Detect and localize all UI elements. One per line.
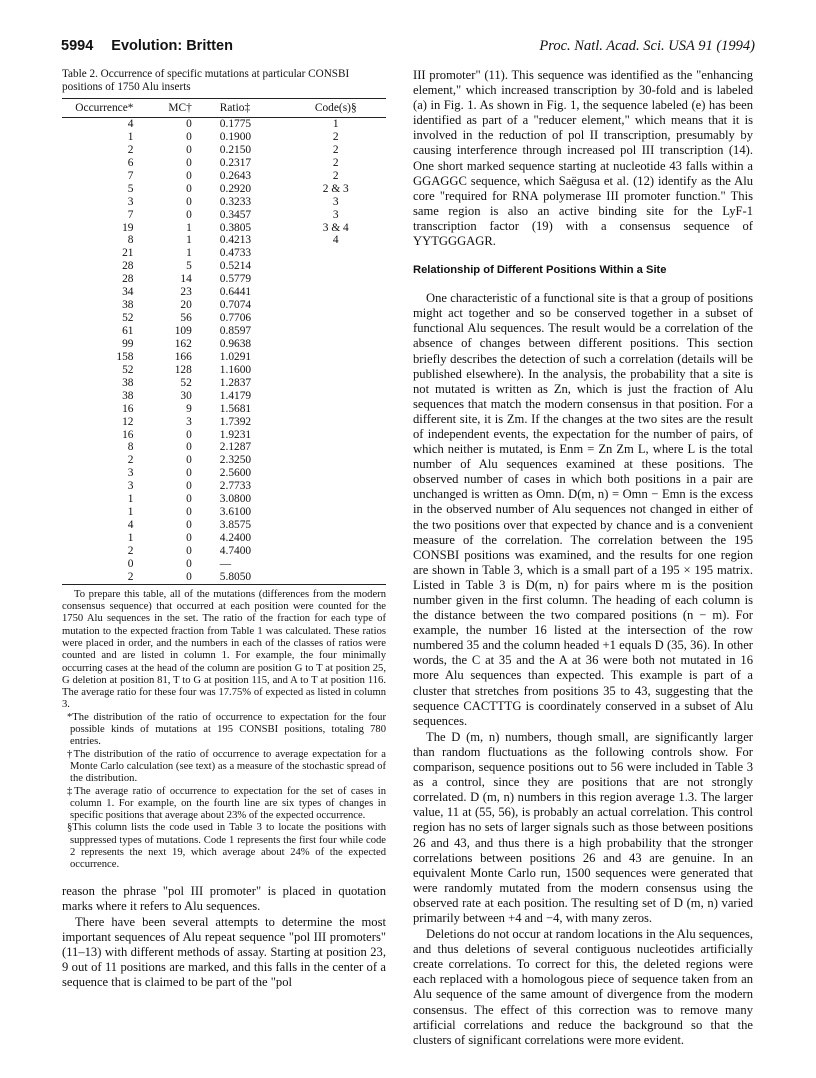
table-row [62,571,386,584]
ratio-cell: 0.2920 [219,182,252,195]
mc-cell: 166 [174,350,192,363]
col-header-ratio: Ratio‡ [208,99,286,118]
table-row [62,377,386,390]
table-row [62,222,386,235]
codes-cell [286,338,386,351]
codes-cell [286,364,386,377]
occurrence-cell: 7 [127,169,134,182]
header-left [61,38,233,54]
mc-cell: 0 [186,428,192,441]
codes-cell [286,286,386,299]
mc-cell: 30 [180,389,192,402]
ratio-cell: 0.5214 [219,260,252,273]
mc-cell: 0 [186,118,192,130]
occurrence-cell: 21 [122,247,134,260]
table-body [62,118,386,585]
ratio-cell: 0.1900 [219,130,252,143]
paragraph: One characteristic of a functional site is that a group of positions might act together and so be conserved together in a subset of functional Alu sequences. The result would be a correlation of the absence of changes between different positions. This section briefly describes the detection of such a correlation (details will be published elsewhere). In the analysis, the probability that a site is not mutated is written as Zn, which is just the fraction of Alu sequences that match the modern consensus in that position. For a different site, it is Zm. If the changes at the two sites are the result of independent events, the expectation for the number of pairs, of which neither is mutated, is Enm = Zn Zm L, where L is the total number of Alu sequences examined at these positions. The observed number of cases in which both positions in a pair are unchanged is written as Omn. D(m, n) = Omn − Emn is the excess in the observed number of Alu sequences not changed in either of the two positions over that expected by chance and is a convenient measure of the correlation. The correlation between the 195 CONSBI positions was examined, and the results for one region are shown in Table 3, which is a small part of a 195 × 195 matrix. Listed in Table 3 is D(m, n) for pairs where m is the position number given in the first column. The heading of each column is the distance between the two compared positions (n − m). For example, the number 16 listed at the intersection of the row numbered 35 and the column headed +1 equals D (35, 36). In other words, the C at 35 and the A at 36 were both not mutated in 16 more Alu sequences than expected. This example is part of a cluster that stretches from positions 35 to 43, suggesting that the sequence CACTTTG is coordinately conserved in a subset of Alu sequences. [413,291,753,728]
table-row [62,558,386,571]
footnote-occurrence: *The distribution of the ratio of occurrence to expectation for the four possible kinds of mutations at 195 CONSBI positions, totaling 780 entries. [67,711,386,748]
codes-cell: 2 & 3 [322,182,349,195]
journal-citation: Proc. Natl. Acad. Sci. USA 91 (1994) [539,38,755,54]
ratio-cell: 2.1287 [219,441,252,454]
paragraph: The D (m, n) numbers, though small, are significantly larger than random fluctuations as the following controls show. For comparison, sequence positions out to 56 were included in Table 3 as a control, since they are positions that are not strongly correlated. D (m, n) numbers in this region average 1.3. The larger value, 11 at (55, 56), is probably an actual correlation. This control region has no sets of larger signals such as those between positions 26 and 43, and thus there is a high probability that the stronger correlations between positions 26 and 43 are genuine. In an equivalent Monte Carlo run, 1500 sequences were generated that were randomly mutated from the modern consensus using the observed rate at each position. The resulting set of D (m, n) varied primarily between +4 and −4, with many zeros. [413,729,753,925]
table-row [62,312,386,325]
ratio-cell: 0.6441 [219,286,252,299]
codes-cell [286,429,386,442]
codes-cell [286,247,386,260]
occurrence-cell: 1 [127,532,134,544]
mc-cell: 0 [186,156,192,169]
codes-cell [286,519,386,532]
footnote-mc: †The distribution of the ratio of occurrence to average expectation for a Monte Carlo calculation (see text) as a measure of the stochastic spread of the distribution. [67,748,386,785]
table-row [62,403,386,416]
footnote-codes: §This column lists the code used in Table 3 to locate the positions with suppressed types of mutations. Code 1 represents the first four while code 2 represents the next 19, which average about 24% of the expected occurrence. [67,822,386,871]
ratio-cell: 2.7733 [219,480,252,493]
codes-cell [286,390,386,403]
table-row [62,131,386,144]
table-row [62,390,386,403]
occurrence-cell: 3 [127,480,134,493]
mc-cell: 0 [186,519,192,532]
table-row [62,441,386,454]
table-row [62,183,386,196]
codes-cell: 4 [332,234,339,247]
occurrence-cell: 8 [127,234,134,247]
mc-cell: 0 [186,130,192,143]
codes-cell [286,532,386,545]
occurrence-cell: 158 [116,350,134,363]
mc-cell: 0 [186,544,192,557]
table-row [62,532,386,545]
occurrence-cell: 28 [122,273,134,286]
codes-cell [286,558,386,571]
codes-cell [286,545,386,558]
occurrence-cell: 19 [122,221,134,234]
mc-cell: 128 [174,363,192,376]
mc-cell: 0 [186,557,192,570]
left-body-text [62,884,386,991]
mc-cell: 0 [186,195,192,208]
ratio-cell: 4.2400 [219,532,252,544]
codes-cell: 3 [332,208,339,221]
ratio-cell: 0.4213 [219,234,252,247]
ratio-cell: 1.9231 [219,428,252,441]
codes-cell [286,454,386,467]
mc-cell: 0 [149,571,207,584]
occurrence-cell: 6 [127,156,134,169]
mc-cell: 20 [180,299,192,312]
table-note: To prepare this table, all of the mutations (differences from the modern consensus sequence) that occurred at each position were counted for the 1750 Alu sequences in the set. The ratio of the fraction for each type of mutation to the expected fraction from Table 1 was calculated. These ratios were placed in order, and the numbers in each of the classes of ratios were counted and are listed in column 1. For example, the four minimally occurring cases at the head of the column are position G to T at position 25, G deletion at position 81, T to G at position 115, and A to T at position 116. The average ratio for these four was 17.75% of expected as listed in column 3. [62,588,386,711]
occurrence-cell: 38 [122,389,134,402]
mutation-table [62,98,386,585]
right-column [413,68,753,1048]
ratio-cell: 0.3805 [219,221,252,234]
left-column [62,68,386,990]
table-row [62,196,386,209]
ratio-cell: 0.2150 [219,143,252,156]
occurrence-cell: 12 [122,415,134,428]
ratio-cell: — [219,557,232,570]
table-row [62,416,386,429]
mc-cell: 23 [180,286,192,299]
table-row [62,493,386,506]
table-row [62,364,386,377]
col-header-occurrence: Occurrence* [62,99,149,118]
mc-cell: 109 [174,325,192,337]
paragraph: There have been several attempts to determine the most important sequences of Alu repeat sequence "pol III promoters" (11–13) with different methods of assay. Starting at position 23, 9 out of 11 positions are marked, and this falls in the center of a sequence that is claimed to be part of the "pol [62,914,386,990]
ratio-cell: 1.1600 [219,363,252,376]
codes-cell [286,493,386,506]
ratio-cell: 1.7392 [219,415,252,428]
occurrence-cell: 2 [127,544,134,557]
table-row [62,273,386,286]
mc-cell: 162 [174,337,192,350]
ratio-cell: 3.6100 [219,506,252,519]
occurrence-cell: 3 [127,195,134,208]
occurrence-cell: 28 [122,260,134,273]
ratio-cell: 0.8597 [219,325,252,337]
mc-cell: 0 [186,493,192,506]
ratio-cell: 0.4733 [219,247,252,260]
mc-cell: 1 [186,221,192,234]
table-row [62,506,386,519]
mc-cell: 1 [186,234,192,247]
occurrence-cell: 38 [122,299,134,312]
ratio-cell: 1.2837 [219,376,252,389]
ratio-cell: 0.7706 [219,312,252,325]
table-row [62,467,386,480]
ratio-cell: 4.7400 [219,544,252,557]
col-header-codes: Code(s)§ [286,99,386,118]
ratio-cell: 0.1775 [219,118,252,130]
occurrence-cell: 4 [127,519,134,532]
section-heading: Relationship of Different Positions Within a Site [413,264,667,277]
mc-cell: 0 [186,143,192,156]
mc-cell: 52 [180,376,192,389]
table-row [62,157,386,170]
codes-cell: 2 [332,169,339,182]
ratio-cell: 0.7074 [219,299,252,312]
table-row [62,545,386,558]
ratio-cell: 2.5600 [219,467,252,480]
occurrence-cell: 52 [122,363,134,376]
mc-cell: 0 [186,532,192,544]
codes-cell [286,441,386,454]
table-row [62,480,386,493]
table-row [62,247,386,260]
occurrence-cell: 2 [127,454,134,467]
ratio-cell: 3.0800 [219,493,252,506]
codes-cell [286,273,386,286]
occurrence-cell: 52 [122,312,134,325]
occurrence-cell: 99 [122,337,134,350]
codes-cell: 3 [332,195,339,208]
col-header-mc: MC† [149,99,207,118]
table-row [62,234,386,247]
codes-cell [286,351,386,364]
mc-cell: 9 [186,402,192,415]
occurrence-cell: 8 [127,441,134,454]
occurrence-cell: 7 [127,208,134,221]
codes-cell: 1 [332,118,339,130]
mc-cell: 0 [186,454,192,467]
codes-cell [286,480,386,493]
codes-cell [286,325,386,338]
table-header-row [62,99,386,118]
table-caption: Table 2. Occurrence of specific mutations at particular CONSBI positions of 1750 Alu inserts [62,68,350,93]
ratio-cell: 3.8575 [219,519,252,532]
occurrence-cell: 16 [122,428,134,441]
mc-cell: 56 [180,312,192,325]
paragraph: reason the phrase "pol III promoter" is placed in quotation marks where it refers to Alu sequences. [62,883,386,913]
footnote-ratio: ‡The average ratio of occurrence to expectation for the set of cases in column 1. For example, on the fourth line are six types of changes in specific positions that average about 23% of the expected occurrence. [67,785,386,822]
ratio-cell: 0.2643 [219,169,252,182]
table-row [62,325,386,338]
table-row [62,144,386,157]
table-row [62,519,386,532]
mc-cell: 0 [186,506,192,519]
codes-cell [286,299,386,312]
codes-cell: 2 [332,130,339,143]
table-row [62,118,386,131]
table-row [62,170,386,183]
paragraph: Deletions do not occur at random locations in the Alu sequences, and thus deletions of several contiguous nucleotides artificially create correlations. To correct for this, the deleted regions were each replaced with a homologous piece of sequence taken from an Alu sequence of the same amount of divergence from the modern consensus. The effect of this correction was to remove many artificial correlations and reduce the background so that the clusters of significant correlations were more evident. [413,927,754,1047]
mc-cell: 5 [186,260,192,273]
table-row [62,286,386,299]
occurrence-cell: 38 [122,376,134,389]
codes-cell: 2 [332,143,339,156]
occurrence-cell: 1 [127,493,134,506]
ratio-cell: 0.5779 [219,273,252,286]
codes-cell [286,377,386,390]
occurrence-cell: 2 [62,571,149,584]
mc-cell: 0 [186,169,192,182]
ratio-cell: 0.2317 [219,156,252,169]
codes-cell [286,506,386,519]
page-number: 5994 [61,38,94,54]
ratio-cell: 1.5681 [219,402,252,415]
occurrence-cell: 61 [122,325,134,337]
codes-cell [286,416,386,429]
codes-cell [286,571,386,584]
occurrence-cell: 3 [127,467,134,480]
occurrence-cell: 5 [127,182,134,195]
mc-cell: 1 [186,247,192,260]
ratio-cell: 5.8050 [208,571,286,584]
table-row [62,338,386,351]
table-row [62,299,386,312]
occurrence-cell: 4 [127,118,134,130]
ratio-cell: 1.0291 [219,350,252,363]
table-row [62,454,386,467]
mc-cell: 0 [186,441,192,454]
mc-cell: 0 [186,182,192,195]
table-row [62,209,386,222]
codes-cell: 3 & 4 [322,221,349,234]
page-header [61,38,755,60]
ratio-cell: 1.4179 [219,389,252,402]
table-row [62,351,386,364]
mc-cell: 0 [186,208,192,221]
mc-cell: 0 [186,480,192,493]
codes-cell: 2 [332,156,339,169]
occurrence-cell: 0 [127,557,134,570]
paragraph: III promoter" (11). This sequence was identified as the "enhancing element," which increased transcription by 30-fold and is labeled (a) in Fig. 1. As shown in Fig. 1, the sequence labeled (e) has been identified as part of a "reducer element," which means that it is involved in the reduction of pol II transcription, presumably by causing interference through increased pol III transcription (14). One short marked sequence starting at nucleotide 43 falls within a GGAGGC sequence, which Saëgusa et al. (12) identify as the Alu core "required for RNA polymerase III promoter function." This same region is also an active binding site for the LyF-1 transcription factor (19) with a consensus sequence of YYTGGGAGR. [413,68,753,249]
occurrence-cell: 34 [122,286,134,299]
codes-cell [286,312,386,325]
ratio-cell: 2.3250 [219,454,252,467]
occurrence-cell: 1 [127,506,134,519]
ratio-cell: 0.3233 [219,195,252,208]
occurrence-cell: 16 [122,402,134,415]
table-row [62,260,386,273]
occurrence-cell: 1 [127,130,134,143]
mc-cell: 0 [186,467,192,480]
codes-cell [286,403,386,416]
occurrence-cell: 2 [127,143,134,156]
codes-cell [286,260,386,273]
mc-cell: 3 [186,415,192,428]
table-row [62,429,386,442]
ratio-cell: 0.9638 [219,337,252,350]
section-name: Evolution: Britten [111,38,233,54]
codes-cell [286,467,386,480]
ratio-cell: 0.3457 [219,208,252,221]
mc-cell: 14 [180,273,192,286]
